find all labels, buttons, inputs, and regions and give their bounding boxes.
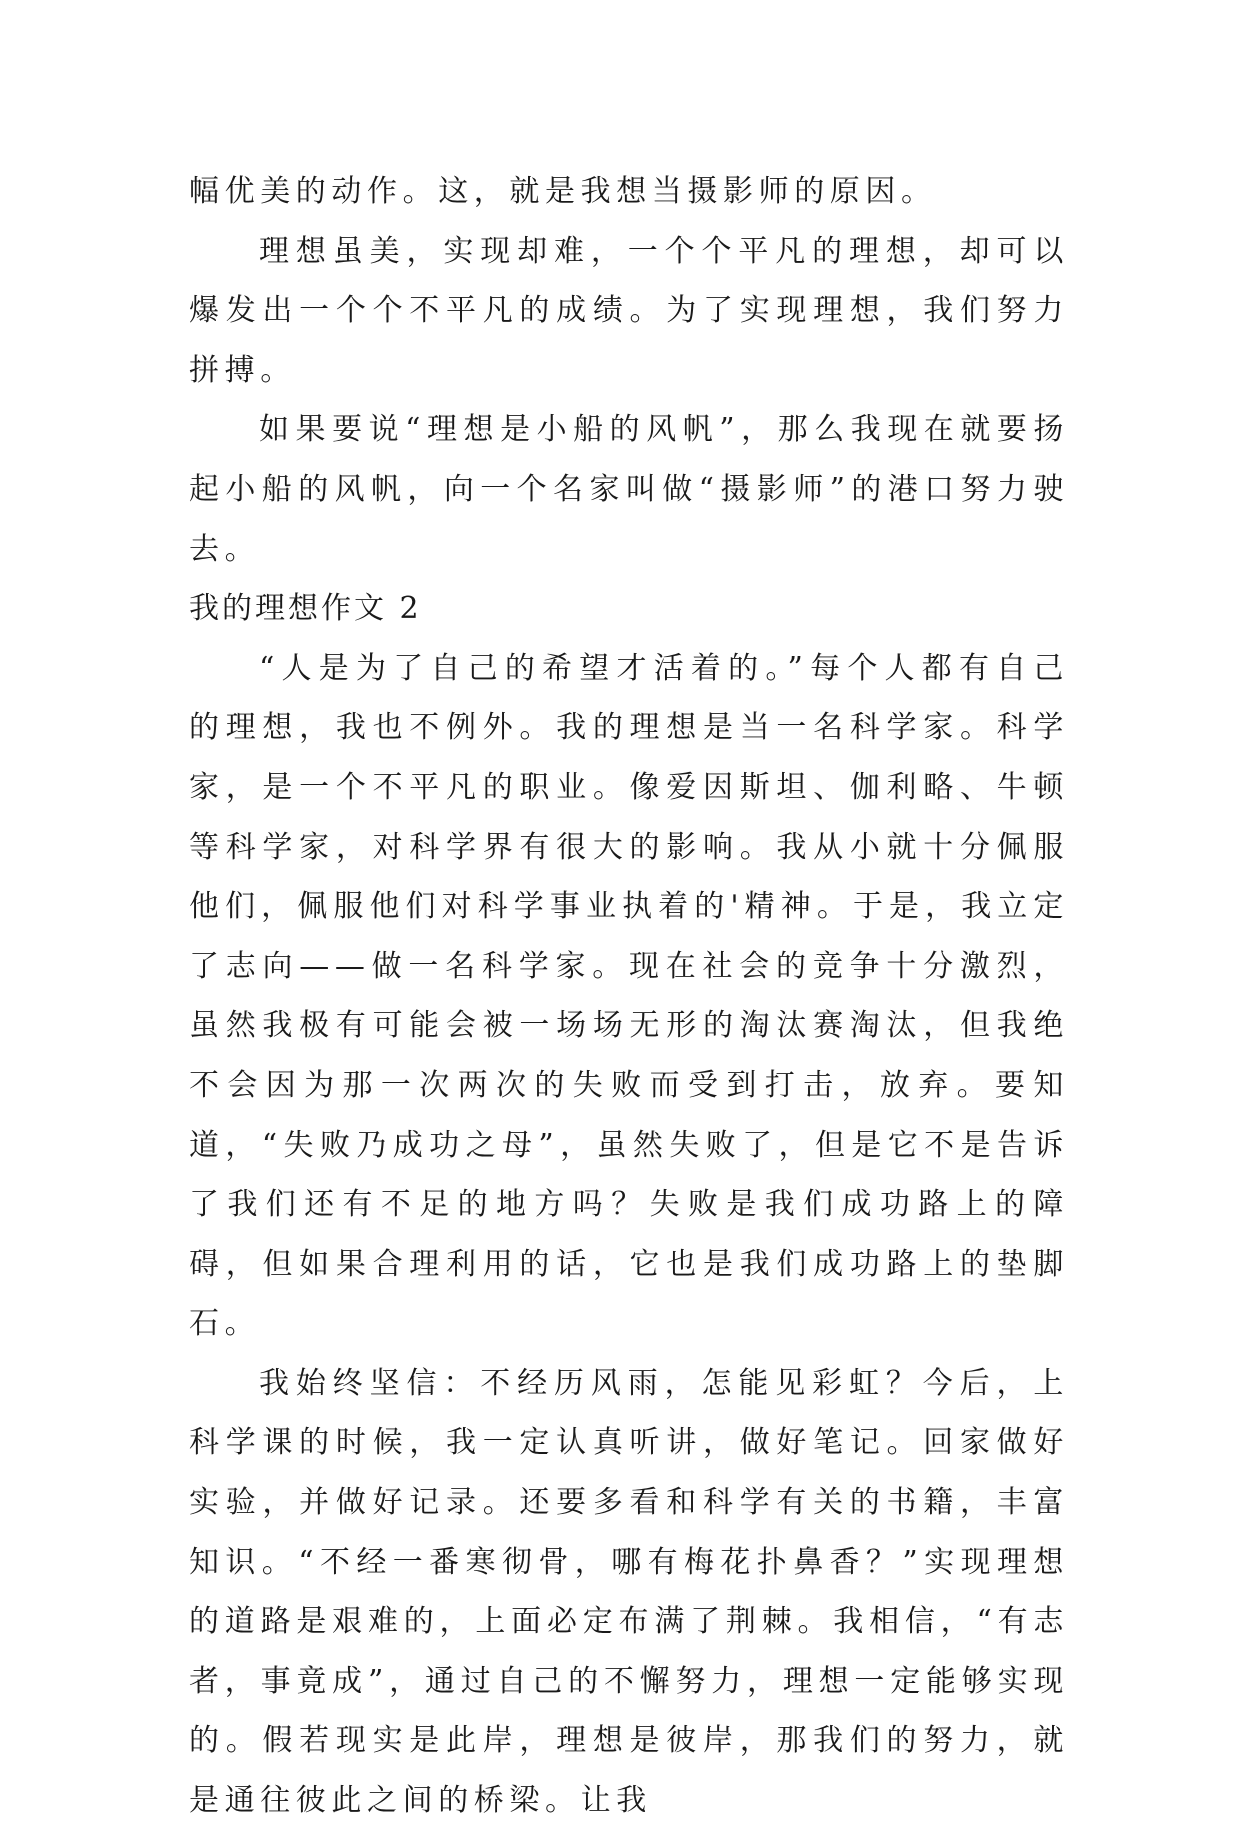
paragraph-ideal-hard: 理想虽美，实现却难，一个个平凡的理想，却可以爆发出一个个不平凡的成绩。为了实现理想，我们努力拼搏。 — [189, 233, 1069, 388]
essay-title: 我的理想作文 2 — [189, 591, 422, 627]
paragraph-continuation: 幅优美的动作。这，就是我想当摄影师的原因。 — [189, 174, 937, 209]
paragraph-sail: 如果要说“理想是小船的风帆”，那么我现在就要扬起小船的风帆，向一个名家叫做“摄影师”的港口努力驶去。 — [189, 412, 1069, 567]
paragraph-belief: 我始终坚信：不经历风雨，怎能见彩虹？今后，上科学课的时候，我一定认真听讲，做好笔记。回家做好实验，并做好记录。还要多看和科学有关的书籍，丰富知识。“不经一番寒彻骨，哪有梅花扑鼻香？”实现理想的道路是艰难的，上面必定布满了荆棘。我相信，“有志者，事竟成”，通过自己的不懈努力，理想一定能够实现的。假若现实是此岸，理想是彼岸，那我们的努力，就是通往彼此之间的桥梁。让我 — [189, 1365, 1069, 1819]
paragraph-scientist: “人是为了自己的希望才活着的。”每个人都有自己的理想，我也不例外。我的理想是当一名科学家。科学家，是一个不平凡的职业。像爱因斯坦、伽利略、牛顿等科学家，对科学界有很大的影响。我从小就十分佩服他们，佩服他们对科学事业执着的'精神。于是，我立定了志向——做一名科学家。现在社会的竞争十分激烈，虽然我极有可能会被一场场无形的淘汰赛淘汰，但我绝不会因为那一次两次的失败而受到打击，放弃。要知道，“失败乃成功之母”，虽然失败了，但是它不是告诉了我们还有不足的地方吗？失败是我们成功路上的障碍，但如果合理利用的话，它也是我们成功路上的垫脚石。 — [189, 650, 1069, 1342]
document-body — [189, 162, 1069, 1831]
